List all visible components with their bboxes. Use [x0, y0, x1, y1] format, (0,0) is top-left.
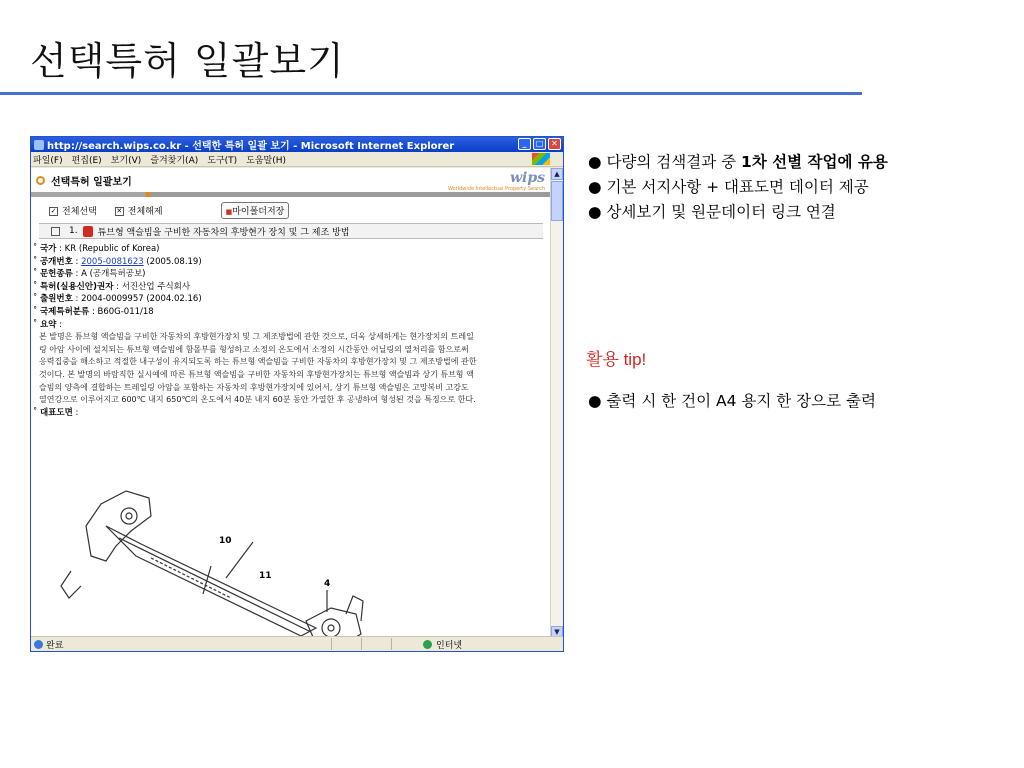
publication-number-link[interactable]: 2005-0081623	[81, 256, 144, 267]
select-all-control[interactable]: ✓ 전체선택	[50, 206, 97, 217]
scroll-down-icon[interactable]: ▼	[551, 626, 563, 638]
status-text: 완료	[46, 640, 64, 651]
patent-fields	[31, 239, 551, 331]
menu-edit[interactable]: 편집(E)	[71, 155, 102, 166]
scroll-thumb[interactable]	[551, 181, 563, 221]
scroll-up-icon[interactable]: ▲	[551, 168, 563, 180]
field-publication: ˚ 공개번호 : 2005-0081623 (2005.08.19)	[33, 256, 202, 267]
bullet-2: ● 기본 서지사항 + 대표도면 데이터 제공	[588, 178, 869, 196]
field-applicant: ˚ 특허(실용신안)권자 : 서진산업 주식회사	[33, 281, 191, 292]
menu-tools[interactable]: 도구(T)	[207, 155, 238, 166]
page-done-icon	[34, 640, 43, 649]
feature-bullets	[588, 150, 888, 225]
page-header	[31, 168, 551, 192]
ie-content	[31, 168, 551, 638]
globe-icon	[423, 640, 432, 649]
circle-bullet-icon	[36, 176, 45, 185]
ie-window	[30, 136, 564, 652]
bullet-3: ● 상세보기 및 원문데이터 링크 연결	[588, 203, 836, 221]
drawing-ref-10: 10	[219, 536, 232, 546]
slide-title: 선택특허 일괄보기	[30, 39, 345, 83]
ie-statusbar	[31, 636, 563, 651]
pdf-icon[interactable]	[83, 226, 93, 237]
drawing-ref-11: 11	[259, 571, 272, 581]
ie-window-title: http://search.wips.co.kr - 선택한 특허 일괄 보기 - Microsoft Internet Explorer	[47, 141, 455, 152]
tip-heading: 활용 tip!	[586, 350, 647, 369]
folder-icon: ■	[225, 207, 233, 216]
tip-bullet: ● 출력 시 한 건이 A4 용지 한 장으로 출력	[588, 392, 876, 410]
representative-drawing	[31, 486, 551, 638]
wips-logo: wips Worldwide Intellectual Property Search	[447, 170, 545, 192]
patent-title[interactable]: 튜브형 액슬빔을 구비한 자동차의 후방현가 장치 및 그 제조 방법	[97, 227, 350, 238]
ie-titlebar[interactable]	[31, 137, 563, 152]
menu-view[interactable]: 보기(V)	[110, 155, 142, 166]
patent-checkbox[interactable]	[51, 227, 60, 236]
menu-file[interactable]: 파일(F)	[33, 155, 63, 166]
abstract-text: 본 발명은 튜브형 액슬빔을 구비한 자동차의 후방현가장치 및 그 제조방법에 관한 것으로, 더욱 상세하게는 현가장치의 트레일 링 아암 사이에 설치되는 튜브형 액슬빔에 함몰부를 형성하고 소정의 온도에서 소정의 시간동안 어닐링의 열처리를 함으로써 응력집중을 해소하고 적절한 내구성이 유지되도록 하는 튜브형 액슬빔을 구비한 자동차의 후방현가장치 및 그 제조방법에 관한 것이다. 본 발명의 바람직한 실시예에 따른 튜브형 액슬빔을 구비한 자동차의 후방현가장치는 튜브형 액슬빔과 상기 튜브형 액 슬빔의 양측에 결합하는 트레일링 아암을 포함하는 자동차의 후방현가장치에 있어서, 상기 튜브형 액슬빔은 고망복비 고강도 열연강으로 이루어지고 600℃ 내지 650℃의 온도에서 40분 내지 60분 동안 가열한 후 공냉하여 형성된 것을 특징으로 한다.	[39, 332, 477, 405]
save-to-my-folder-button[interactable]: ■마이폴더저장	[221, 202, 290, 219]
menu-help[interactable]: 도움말(H)	[246, 155, 287, 166]
page-heading: 선택특허 일괄보기	[51, 176, 132, 188]
ie-menubar	[31, 152, 563, 167]
field-country: ˚ 국가 : KR (Republic of Korea)	[33, 244, 160, 254]
title-underline	[0, 92, 862, 95]
minimize-icon[interactable]: _	[518, 138, 531, 150]
checkbox-x-icon: ✕	[116, 206, 123, 215]
field-application-no: ˚ 출원번호 : 2004-0009957 (2004.02.16)	[33, 294, 202, 305]
internet-zone: 인터넷	[423, 638, 462, 651]
field-ipc: ˚ 국제특허분류 : B60G-011/18	[33, 306, 154, 317]
field-abstract-label: ˚ 요약 :	[33, 319, 62, 330]
patent-title-row	[39, 223, 543, 239]
deselect-all-control[interactable]: ✕ 전체해제	[116, 206, 163, 217]
drawing-ref-4: 4	[324, 579, 331, 589]
field-drawing-label: ˚ 대표도면 :	[33, 407, 79, 418]
vertical-scrollbar[interactable]	[550, 168, 563, 638]
bullet-1: ● 다량의 검색결과 중 1차 선별 작업에 유용	[588, 153, 888, 171]
field-doctype: ˚ 문헌종류 : A (공개특허공보)	[33, 269, 146, 280]
ie-logo-icon	[34, 140, 44, 150]
windows-flag-icon	[532, 153, 550, 165]
patent-number: 1.	[69, 226, 78, 236]
close-icon[interactable]: ✕	[548, 138, 561, 150]
selection-toolbar	[31, 197, 551, 223]
checkbox-checked-icon: ✓	[50, 206, 57, 215]
maximize-icon[interactable]: □	[533, 138, 546, 150]
menu-favorites[interactable]: 즐겨찾기(A)	[150, 155, 199, 166]
